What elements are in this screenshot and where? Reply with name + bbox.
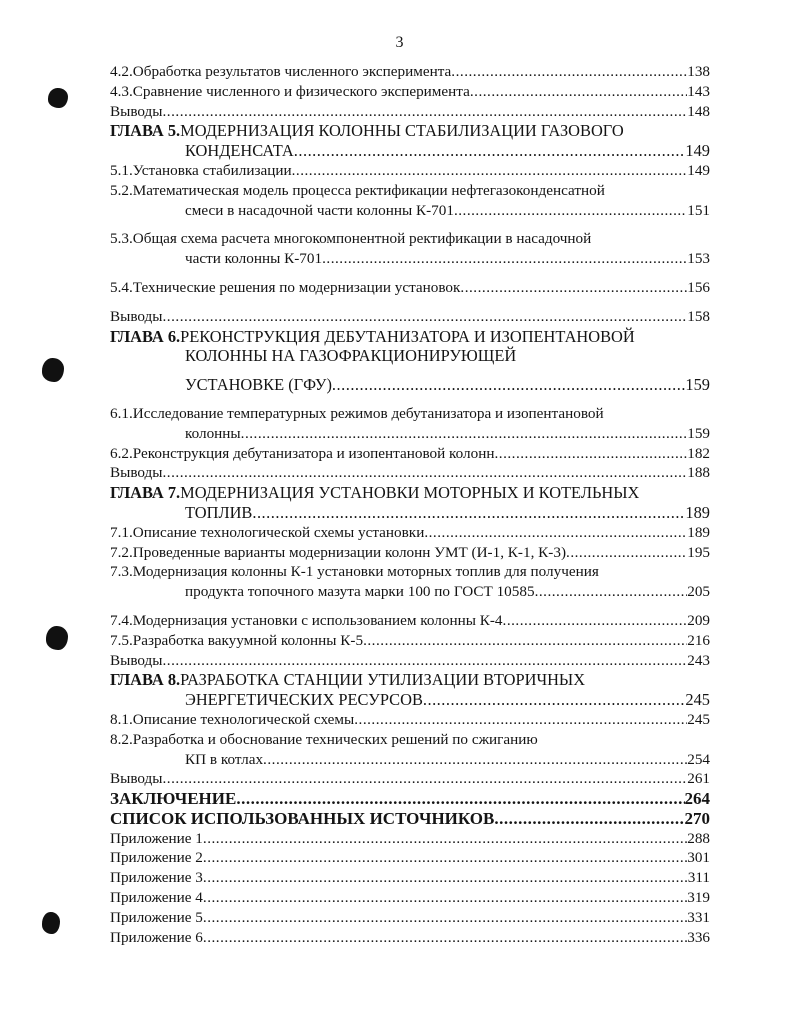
- toc-entry-title: Приложение 1: [110, 829, 203, 847]
- toc-entry-title: 7.5.Разработка вакуумной колонны К-5: [110, 631, 364, 649]
- toc-entry-title: 5.1.Установка стабилизации: [110, 161, 292, 179]
- toc-entry-8-2: [110, 730, 710, 750]
- toc-entry-title: 6.2.Реконструкция дебутанизатора и изопентановой колонн: [110, 444, 495, 462]
- toc-entry-title: Выводы: [110, 464, 163, 482]
- toc-entry-5-3: [110, 229, 710, 249]
- toc-leader-dots: [454, 201, 687, 221]
- chapter-title: ТОПЛИВ: [185, 502, 253, 522]
- toc-leader-dots: [566, 543, 687, 563]
- toc-leader-dots: [294, 141, 686, 161]
- toc-entry-title: ЗАКЛЮЧЕНИЕ: [110, 789, 237, 809]
- toc-entry-page: 264: [684, 789, 710, 809]
- toc-chapter-7-heading: [110, 483, 710, 503]
- toc-entry-page: 182: [687, 444, 710, 462]
- chapter-title: РАЗРАБОТКА СТАНЦИИ УТИЛИЗАЦИИ ВТОРИЧНЫХ: [180, 670, 586, 690]
- toc-entry-page: 336: [687, 928, 710, 946]
- toc-chapter-5-cont: [110, 141, 710, 161]
- toc-entry-5-3-cont: [110, 249, 710, 269]
- toc-entry-7-3-cont: [110, 582, 710, 602]
- toc-leader-dots: [451, 62, 687, 82]
- toc-leader-dots: [241, 424, 688, 444]
- toc-entry-page: 189: [685, 502, 710, 522]
- toc-entry-title: Приложение 3: [110, 869, 203, 887]
- toc-leader-dots: [203, 868, 688, 888]
- toc-entry-4-3: [110, 82, 710, 102]
- toc-entry-6-2: [110, 444, 710, 464]
- toc-entry-title: 7.3.Модернизация колонны К-1 установки моторных топлив для получения: [110, 563, 599, 581]
- toc-entry-7-1: [110, 523, 710, 543]
- toc-entry-6-1: [110, 404, 710, 424]
- toc-leader-dots: [332, 375, 685, 395]
- toc-entry-8-1: [110, 710, 710, 730]
- toc-leader-dots: [494, 444, 687, 464]
- toc-leader-dots: [322, 249, 687, 269]
- toc-chapter-5-heading: [110, 121, 710, 141]
- toc-entry-appendix-5: [110, 908, 710, 928]
- toc-entry-title: Выводы: [110, 770, 163, 788]
- toc-entry-page: 188: [687, 464, 710, 482]
- toc-entry-page: 245: [685, 690, 710, 710]
- toc-entry-page: 149: [687, 161, 710, 179]
- toc-entry-title: 4.2.Обработка результатов численного эксперимента: [110, 63, 452, 80]
- toc-entry-title: части колонны К-701: [185, 250, 323, 268]
- toc-entry-7-5: [110, 631, 710, 651]
- toc-chapter-8-cont: [110, 690, 710, 710]
- toc-entry-title: КП в котлах: [185, 750, 264, 768]
- toc-leader-dots: [163, 651, 688, 671]
- toc-entry-conclusions-8: [110, 769, 710, 789]
- punch-hole-mark: [48, 88, 68, 108]
- toc-leader-dots: [354, 710, 687, 730]
- chapter-title: КОНДЕНСАТА: [185, 141, 294, 161]
- toc-entry-title: Выводы: [110, 651, 163, 669]
- toc-chapter-6-cont2: [110, 375, 710, 395]
- toc-entry-title: 7.4.Модернизация установки с использованием колонны К-4: [110, 611, 503, 629]
- toc-chapter-8-heading: [110, 670, 710, 690]
- toc-leader-dots: [203, 848, 687, 868]
- toc-entry-page: 148: [687, 102, 710, 120]
- chapter-label: ГЛАВА 5.: [110, 121, 181, 141]
- toc-entry-5-2-cont: [110, 201, 710, 221]
- toc-entry-page: 319: [687, 889, 710, 907]
- table-of-contents: [110, 62, 710, 947]
- toc-entry-page: 138: [687, 63, 710, 80]
- toc-entry-page: 151: [687, 201, 710, 219]
- chapter-label: ГЛАВА 7.: [110, 483, 181, 503]
- toc-entry-appendix-6: [110, 928, 710, 948]
- toc-leader-dots: [460, 278, 687, 298]
- chapter-title: МОДЕРНИЗАЦИЯ УСТАНОВКИ МОТОРНЫХ И КОТЕЛЬНЫХ: [180, 483, 640, 503]
- toc-entry-page: 261: [687, 770, 710, 788]
- toc-leader-dots: [252, 503, 685, 523]
- toc-leader-dots: [535, 582, 688, 602]
- toc-entry-page: 245: [687, 710, 710, 728]
- toc-entry-page: 189: [687, 523, 710, 541]
- chapter-title: КОЛОННЫ НА ГАЗОФРАКЦИОНИРУЮЩЕЙ: [185, 346, 517, 366]
- toc-entry-title: 8.1.Описание технологической схемы: [110, 710, 355, 728]
- chapter-title: ЭНЕРГЕТИЧЕСКИХ РЕСУРСОВ: [185, 690, 423, 710]
- toc-entry-page: 153: [687, 250, 710, 268]
- toc-entry-title: СПИСОК ИСПОЛЬЗОВАННЫХ ИСТОЧНИКОВ: [110, 808, 495, 828]
- toc-entry-title: 5.3.Общая схема расчета многокомпонентной ректификации в насадочной: [110, 230, 592, 248]
- toc-leader-dots: [263, 750, 687, 770]
- toc-leader-dots: [163, 463, 688, 483]
- toc-entry-page: 149: [685, 141, 710, 161]
- toc-entry-7-4: [110, 611, 710, 631]
- toc-entry-page: 288: [687, 829, 710, 847]
- toc-entry-conclusions-6: [110, 463, 710, 483]
- toc-entry-page: 159: [687, 424, 710, 442]
- toc-leader-dots: [163, 102, 688, 122]
- toc-entry-page: 158: [687, 307, 710, 325]
- toc-entry-title: Приложение 4: [110, 889, 203, 907]
- toc-entry-page: 243: [687, 651, 710, 669]
- toc-entry-page: 156: [687, 278, 710, 296]
- toc-entry-title: 8.2.Разработка и обоснование технических решений по сжиганию: [110, 730, 538, 748]
- chapter-title: УСТАНОВКЕ (ГФУ): [185, 375, 332, 395]
- toc-leader-dots: [163, 769, 688, 789]
- toc-leader-dots: [424, 523, 687, 543]
- toc-chapter-6-heading: [110, 327, 710, 347]
- toc-entry-7-3: [110, 562, 710, 582]
- toc-entry-page: 270: [684, 808, 710, 828]
- toc-entry-title: смеси в насадочной части колонны К-701: [185, 201, 454, 219]
- toc-entry-page: 301: [687, 849, 710, 867]
- punch-hole-mark: [46, 626, 68, 650]
- toc-leader-dots: [236, 789, 684, 809]
- toc-chapter-6-cont: [110, 346, 710, 366]
- toc-entry-title: 7.1.Описание технологической схемы установки: [110, 523, 425, 541]
- toc-entry-page: 159: [685, 375, 710, 395]
- toc-leader-dots: [203, 888, 687, 908]
- punch-hole-mark: [42, 358, 64, 382]
- toc-entry-page: 331: [687, 908, 710, 926]
- chapter-label: ГЛАВА 6.: [110, 326, 181, 346]
- toc-entry-page: 311: [687, 869, 710, 887]
- toc-entry-title: продукта топочного мазута марки 100 по ГОСТ 10585: [185, 583, 535, 601]
- toc-leader-dots: [503, 611, 688, 631]
- toc-entry-8-2-cont: [110, 750, 710, 770]
- toc-entry-title: Приложение 2: [110, 849, 203, 867]
- toc-leader-dots: [203, 908, 687, 928]
- toc-leader-dots: [163, 307, 688, 327]
- punch-hole-mark: [42, 912, 60, 934]
- toc-entry-references: [110, 809, 710, 829]
- toc-entry-conclusion: [110, 789, 710, 809]
- toc-entry-title: 4.3.Сравнение численного и физического эксперимента: [110, 82, 470, 100]
- toc-entry-page: 143: [687, 82, 710, 100]
- toc-entry-5-2: [110, 181, 710, 201]
- toc-entry-title: 5.2.Математическая модель процесса ректификации нефтегазоконденсатной: [110, 181, 605, 199]
- toc-entry-appendix-2: [110, 848, 710, 868]
- toc-entry-page: 254: [687, 750, 710, 768]
- toc-entry-page: 216: [687, 631, 710, 649]
- toc-entry-appendix-3: [110, 868, 710, 888]
- toc-leader-dots: [292, 161, 688, 181]
- toc-entry-7-2: [110, 543, 710, 563]
- chapter-title: РЕКОНСТРУКЦИЯ ДЕБУТАНИЗАТОРА И ИЗОПЕНТАНОВОЙ: [180, 326, 635, 346]
- toc-entry-appendix-4: [110, 888, 710, 908]
- toc-entry-title: 7.2.Проведенные варианты модернизации колонн УМТ (И-1, К-1, К-3): [110, 543, 567, 561]
- toc-entry-conclusions-4: [110, 102, 710, 122]
- toc-leader-dots: [470, 82, 687, 102]
- toc-leader-dots: [363, 631, 687, 651]
- toc-entry-page: 205: [687, 583, 710, 601]
- toc-leader-dots: [423, 690, 686, 710]
- toc-entry-6-1-cont: [110, 424, 710, 444]
- toc-entry-page: 195: [687, 543, 710, 561]
- chapter-label: ГЛАВА 8.: [110, 670, 181, 690]
- toc-entry-conclusions-7: [110, 651, 710, 671]
- toc-entry-appendix-1: [110, 829, 710, 849]
- toc-entry-title: Выводы: [110, 102, 163, 120]
- toc-entry-5-1: [110, 161, 710, 181]
- toc-entry-4-2: [110, 62, 710, 82]
- toc-leader-dots: [494, 809, 684, 829]
- toc-entry-title: Приложение 6: [110, 928, 203, 946]
- toc-entry-title: Выводы: [110, 307, 163, 325]
- toc-leader-dots: [203, 829, 687, 849]
- toc-chapter-7-cont: [110, 503, 710, 523]
- toc-entry-title: колонны: [185, 424, 241, 442]
- toc-entry-conclusions-5: [110, 307, 710, 327]
- toc-leader-dots: [203, 928, 687, 948]
- chapter-title: МОДЕРНИЗАЦИЯ КОЛОННЫ СТАБИЛИЗАЦИИ ГАЗОВОГО: [180, 121, 624, 141]
- toc-entry-title: 5.4.Технические решения по модернизации установок: [110, 278, 461, 296]
- toc-entry-page: 209: [687, 611, 710, 629]
- toc-entry-title: Приложение 5: [110, 908, 203, 926]
- toc-entry-5-4: [110, 278, 710, 298]
- page-number: 3: [395, 34, 404, 51]
- toc-entry-title: 6.1.Исследование температурных режимов дебутанизатора и изопентановой: [110, 404, 604, 422]
